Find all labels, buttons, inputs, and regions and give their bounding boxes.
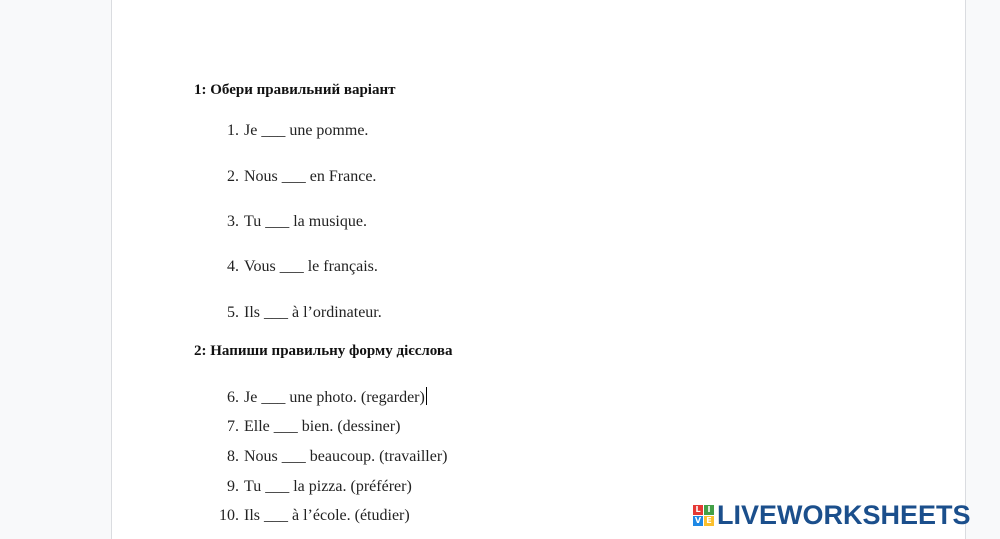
item-number: 9. (227, 478, 239, 495)
item-number: 2. (227, 168, 239, 185)
section-1-title: 1: Обери правильний варіант (194, 82, 396, 98)
item-number: 10. (219, 507, 239, 524)
item-text: Tu ___ la musique. (244, 213, 367, 230)
document-page (111, 0, 966, 539)
logo-letter: V (694, 515, 702, 525)
item-number: 6. (227, 389, 239, 406)
list-item (216, 257, 378, 277)
list-item (216, 303, 382, 323)
item-text: Ils ___ à l’école. (étudier) (244, 507, 410, 524)
list-item (216, 212, 367, 232)
list-item (216, 447, 447, 467)
item-text[interactable]: Je ___ une photo. (regarder) (244, 389, 425, 406)
logo-text: LIVEWORKSHEETS (717, 500, 971, 530)
item-number: 7. (227, 418, 239, 435)
item-text: Ils ___ à l’ordinateur. (244, 304, 382, 321)
text-cursor (426, 387, 427, 405)
section-2-title: 2: Напиши правильну форму дієслова (194, 343, 453, 359)
logo-letter: L (693, 505, 703, 515)
list-item (216, 506, 410, 526)
item-text: Nous ___ beaucoup. (travailler) (244, 448, 448, 465)
list-item (216, 121, 368, 141)
list-item (216, 477, 412, 497)
logo-letter: I (704, 505, 714, 515)
logo-mark-icon (693, 505, 714, 526)
item-text: Nous ___ en France. (244, 168, 377, 185)
list-item (216, 387, 427, 407)
item-number: 8. (227, 448, 239, 465)
list-item (216, 167, 376, 187)
item-text: Elle ___ bien. (dessiner) (244, 418, 401, 435)
liveworksheets-logo[interactable] (693, 502, 971, 528)
item-number: 5. (227, 304, 239, 321)
item-number: 3. (227, 213, 239, 230)
list-item (216, 417, 400, 437)
item-text: Vous ___ le français. (244, 258, 378, 275)
item-number: 4. (227, 258, 239, 275)
logo-letter: E (704, 516, 714, 526)
item-text: Je ___ une pomme. (244, 122, 369, 139)
item-number: 1. (227, 122, 239, 139)
item-text: Tu ___ la pizza. (préférer) (244, 478, 412, 495)
